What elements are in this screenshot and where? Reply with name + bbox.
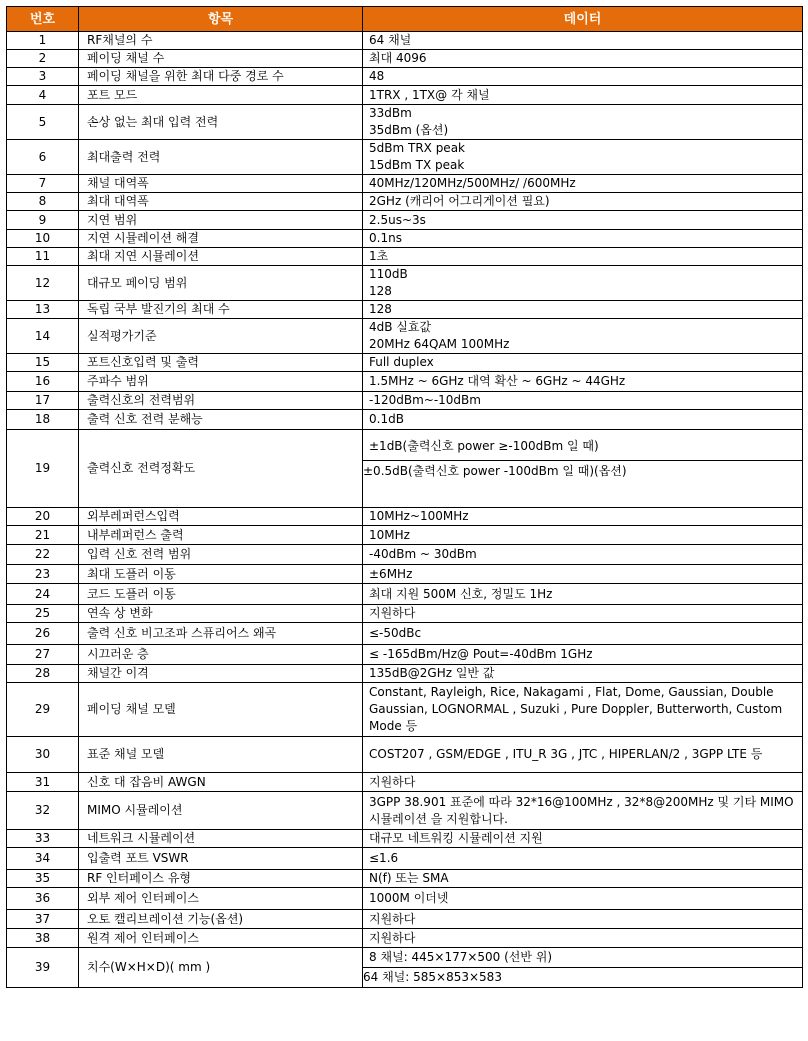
row-data-line: 2GHz (캐리어 어그리게이션 필요) [369,194,550,208]
row-data-line: 지원하다 [369,911,416,926]
row-data [363,105,803,140]
row-data [363,605,803,623]
row-data [363,565,803,584]
row-data [363,792,803,830]
row-data [363,266,803,301]
row-item: 페이딩 채널을 위한 최대 다중 경로 수 [79,68,363,86]
row-data-line: 20MHz 64QAM 100MHz [369,337,510,351]
row-data [363,319,803,354]
row-data-line: 35dBm (옵션) [369,123,449,137]
table-row [7,584,803,605]
row-number: 13 [7,301,79,319]
row-item: 네트워크 시뮬레이션 [79,830,363,848]
row-item: 채널간 이격 [79,665,363,683]
table-row [7,605,803,623]
row-item: 입력 신호 전력 범위 [79,545,363,565]
row-item: 오토 캘리브레이션 기능(옵션) [79,910,363,929]
row-data-line: 2.5us~3s [369,212,426,227]
row-data [363,372,803,392]
row-item: 원격 제어 인터페이스 [79,929,363,948]
table-row [7,301,803,319]
row-number: 7 [7,175,79,193]
row-item: 최대 도플러 이동 [79,565,363,584]
table-row [7,105,803,140]
table-row [7,392,803,410]
row-data-line: 대규모 네트워킹 시뮬레이션 지원 [369,831,543,845]
row-number: 12 [7,266,79,301]
row-item: 포트신호입력 및 출력 [79,354,363,372]
row-number: 19 [7,430,79,508]
row-number: 32 [7,792,79,830]
row-data-line: 최대 지원 500M 신호, 정밀도 1Hz [369,586,553,601]
row-data [363,645,803,665]
row-number: 22 [7,545,79,565]
row-data-line: 1TRX , 1TX@ 각 채널 [369,87,490,102]
row-item: 페이딩 채널 수 [79,50,363,68]
row-data-line: 지원하다 [369,774,416,789]
row-number: 1 [7,32,79,50]
row-item: 외부레퍼런스입력 [79,508,363,526]
row-data [363,301,803,319]
row-item: 대규모 페이딩 범위 [79,266,363,301]
table-row [7,623,803,645]
header-data: 데이터 [363,7,803,32]
table-row [7,86,803,105]
row-data [363,584,803,605]
row-item: 페이딩 채널 모델 [79,683,363,737]
row-item: 치수(W×H×D)( mm ) [79,948,363,988]
row-data-line: 110dB [369,267,408,281]
row-data-line: -120dBm~-10dBm [369,393,481,407]
row-data-line: N(f) 또는 SMA [369,871,449,885]
row-number: 25 [7,605,79,623]
row-data [363,392,803,410]
header-no: 번호 [7,7,79,32]
table-row [7,545,803,565]
table-row [7,50,803,68]
row-data-line: 48 [369,69,385,83]
row-number: 14 [7,319,79,354]
row-data [363,230,803,248]
table-row [7,665,803,683]
row-data-line: Constant, Rayleigh, Rice, Nakagami , Flat, Dome, Gaussian, Double Gaussian, LOGNORMAL , Suzuki , Pure Doppler, Butterworth, Custom Mode 등 [369,685,783,733]
row-data-line: 128 [369,284,392,298]
row-data-line: 15dBm TX peak [369,158,465,172]
row-number: 10 [7,230,79,248]
row-item: 외부 제어 인터페이스 [79,888,363,910]
row-data-line: ±1dB(출력신호 power ≥-100dBm 일 때) [369,439,599,453]
row-number: 4 [7,86,79,105]
row-data-line: 64 채널: 585×853×583 [363,967,802,987]
spec-table [6,6,803,988]
row-number: 35 [7,870,79,888]
row-data [363,175,803,193]
row-data [363,929,803,948]
table-row [7,848,803,870]
row-item: 독립 국부 발진기의 최대 수 [79,301,363,319]
row-item: 표준 채널 모델 [79,737,363,773]
row-item: RF채널의 수 [79,32,363,50]
row-item: 실적평가기준 [79,319,363,354]
row-number: 5 [7,105,79,140]
row-data [363,211,803,230]
row-data-line: ≤ -165dBm/Hz@ Pout=-40dBm 1GHz [369,647,593,661]
row-item: 최대출력 전력 [79,140,363,175]
row-data [363,623,803,645]
row-data-line: 64 채널 [369,33,412,47]
row-item: 손상 없는 최대 입력 전력 [79,105,363,140]
row-number: 23 [7,565,79,584]
spec-body [7,32,803,988]
table-row [7,266,803,301]
row-data-line: ≤1.6 [369,851,399,865]
row-data [363,910,803,929]
row-item: 출력신호의 전력범위 [79,392,363,410]
header-row [7,7,803,32]
row-data-line: ±0.5dB(출력신호 power -100dBm 일 때)(옵션) [363,460,802,504]
row-data-line: 128 [369,302,392,316]
row-number: 28 [7,665,79,683]
row-data [363,193,803,211]
row-data-line: 33dBm [369,106,412,120]
row-item: 포트 모드 [79,86,363,105]
row-number: 38 [7,929,79,948]
table-row [7,68,803,86]
row-item: 시끄러운 층 [79,645,363,665]
row-data [363,773,803,792]
row-item: 내부레퍼런스 출력 [79,526,363,545]
row-data [363,32,803,50]
row-data [363,508,803,526]
row-data-line: COST207 , GSM/EDGE , ITU_R 3G , JTC , HIPERLAN/2 , 3GPP LTE 등 [369,747,763,761]
row-data [363,848,803,870]
row-data [363,870,803,888]
table-row [7,410,803,430]
row-number: 6 [7,140,79,175]
row-number: 36 [7,888,79,910]
row-item: MIMO 시뮬레이션 [79,792,363,830]
table-row [7,929,803,948]
row-data [363,665,803,683]
table-row [7,319,803,354]
table-row [7,140,803,175]
row-item: 출력 신호 비고조파 스퓨리어스 왜곡 [79,623,363,645]
table-row [7,211,803,230]
row-item: 입출력 포트 VSWR [79,848,363,870]
row-number: 29 [7,683,79,737]
table-row [7,773,803,792]
row-data [363,410,803,430]
header-item: 항목 [79,7,363,32]
row-data-line: 1.5MHz ~ 6GHz 대역 확산 ~ 6GHz ~ 44GHz [369,374,626,388]
row-data [363,430,803,508]
row-number: 27 [7,645,79,665]
row-number: 9 [7,211,79,230]
table-row [7,870,803,888]
row-number: 17 [7,392,79,410]
row-number: 26 [7,623,79,645]
row-data [363,737,803,773]
row-data [363,545,803,565]
row-data-line: 0.1ns [369,231,402,245]
table-row [7,354,803,372]
row-item: RF 인터페이스 유형 [79,870,363,888]
row-number: 37 [7,910,79,929]
row-number: 8 [7,193,79,211]
table-row [7,430,803,508]
row-number: 18 [7,410,79,430]
row-number: 20 [7,508,79,526]
row-data-line: 1초 [369,249,389,263]
row-data-line: 8 채널: 445×177×500 (선반 위) [369,950,553,964]
row-item: 출력 신호 전력 분해능 [79,410,363,430]
table-row [7,948,803,988]
row-number: 24 [7,584,79,605]
row-data-line: 135dB@2GHz 일반 값 [369,666,495,680]
row-data-line: 5dBm TRX peak [369,141,465,155]
row-data [363,683,803,737]
row-data [363,68,803,86]
row-data-line: 4dB 실효값 [369,320,432,334]
table-row [7,645,803,665]
table-row [7,910,803,929]
table-row [7,565,803,584]
row-number: 33 [7,830,79,848]
row-data [363,50,803,68]
table-row [7,248,803,266]
row-data [363,354,803,372]
table-row [7,372,803,392]
table-row [7,175,803,193]
row-data-line: 지원하다 [369,606,416,620]
row-number: 39 [7,948,79,988]
row-data [363,526,803,545]
row-data-line: 3GPP 38.901 표준에 따라 32*16@100MHz , 32*8@200MHz 및 기타 MIMO 시뮬레이션 을 지원합니다. [369,794,794,826]
row-data-line: 지원하다 [369,930,416,945]
table-row [7,888,803,910]
row-data [363,830,803,848]
row-number: 21 [7,526,79,545]
row-number: 3 [7,68,79,86]
row-number: 11 [7,248,79,266]
row-number: 30 [7,737,79,773]
row-item: 지연 시뮬레이션 해결 [79,230,363,248]
row-number: 34 [7,848,79,870]
row-data [363,948,803,988]
row-item: 지연 범위 [79,211,363,230]
row-data [363,888,803,910]
row-item: 주파수 범위 [79,372,363,392]
row-data-line: -40dBm ~ 30dBm [369,547,477,561]
row-item: 채널 대역폭 [79,175,363,193]
row-item: 코드 도플러 이동 [79,584,363,605]
row-data [363,86,803,105]
row-number: 2 [7,50,79,68]
row-item: 최대 지연 시뮬레이션 [79,248,363,266]
row-item: 신호 대 잡음비 AWGN [79,773,363,792]
row-data [363,140,803,175]
row-data-line: 10MHz~100MHz [369,509,469,523]
row-data-line: 10MHz [369,527,410,542]
row-number: 16 [7,372,79,392]
row-data-line: Full duplex [369,355,434,369]
row-data [363,248,803,266]
table-row [7,792,803,830]
row-number: 15 [7,354,79,372]
row-data-line: ≤-50dBc [369,626,422,640]
table-row [7,737,803,773]
row-data-line: ±6MHz [369,566,413,581]
table-row [7,230,803,248]
table-row [7,526,803,545]
table-row [7,508,803,526]
row-item: 출력신호 전력정확도 [79,430,363,508]
row-data-line: 0.1dB [369,412,404,426]
row-item: 연속 상 변화 [79,605,363,623]
row-data-line: 1000M 이더넷 [369,891,449,905]
table-row [7,193,803,211]
table-row [7,32,803,50]
row-number: 31 [7,773,79,792]
row-data-line: 최대 4096 [369,51,427,65]
table-row [7,830,803,848]
row-data-line: 40MHz/120MHz/500MHz/ /600MHz [369,176,576,190]
row-item: 최대 대역폭 [79,193,363,211]
table-row [7,683,803,737]
